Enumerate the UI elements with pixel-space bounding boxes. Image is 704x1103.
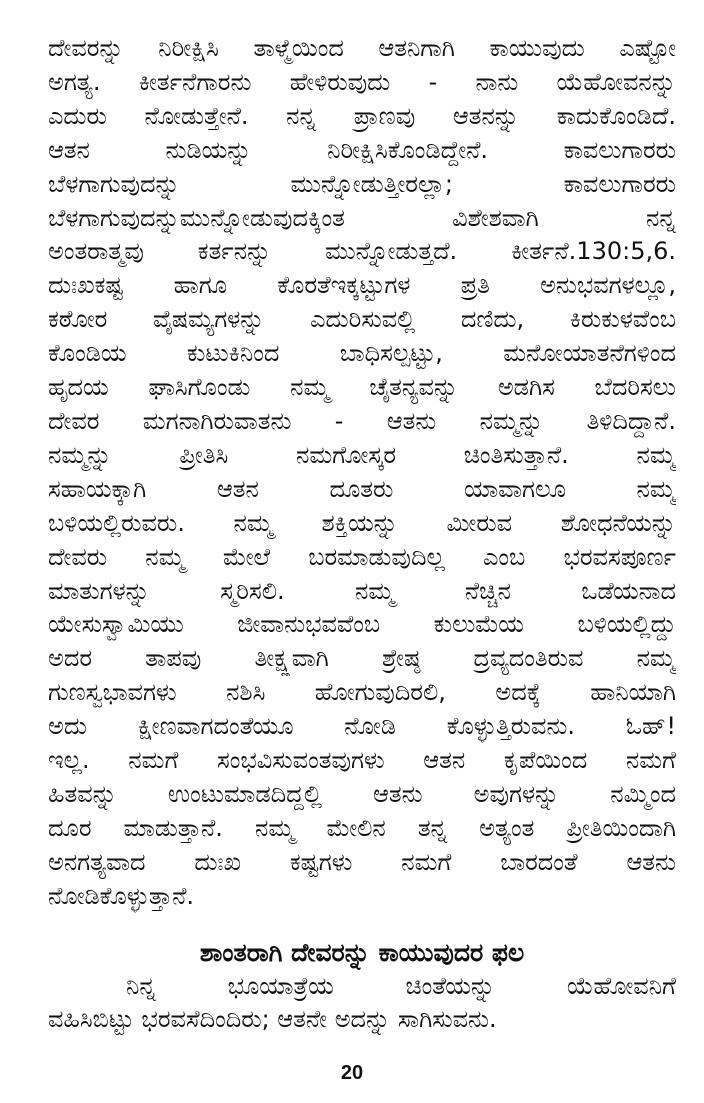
text-line: ಗುಣಸ್ವಭಾವಗಳು ನಶಿಸಿ ಹೋಗುವುದಿರಲಿ, ಅದಕ್ಕೆ ಹಾನಿಯಾಗಿ: [48, 678, 676, 707]
text-line: ಅದರ ತಾಪವು ತೀಕ್ಷ್ಣವಾಗಿ ಶ್ರೇಷ್ಠ ದ್ರವ್ಯದಂತಿರುವ ನಮ್ಮ: [48, 644, 676, 673]
section-heading: ಶಾಂತರಾಗಿ ದೇವರನ್ನು ಕಾಯುವುದರ ಫಲ: [199, 937, 525, 967]
body-paragraph-1: [48, 32, 676, 914]
text-line: ಸಹಾಯಕ್ಕಾಗಿ ಆತನ ದೂತರು ಯಾವಾಗಲೂ ನಮ್ಮ: [48, 474, 676, 503]
text-line: ದೂರ ಮಾಡುತ್ತಾನೆ. ನಮ್ಮ ಮೇಲಿನ ತನ್ನ ಅತ್ಯಂತ ಪ್ರೀತಿಯಿಂದಾಗಿ: [48, 813, 676, 842]
page-number: 20: [340, 1062, 364, 1084]
text-line: ದೇವರ ಮಗನಾಗಿರುವಾತನು - ಆತನು ನಮ್ಮನ್ನು ತಿಳಿದಿದ್ದಾನೆ.: [48, 406, 676, 435]
page-content: [48, 32, 676, 1037]
text-line: ಅಗತ್ಯ. ಕೀರ್ತನೆಗಾರನು ಹೇಳಿರುವುದು - ನಾನು ಯೆಹೋವನನ್ನು: [48, 67, 676, 96]
text-line: ಎದುರು ನೋಡುತ್ತೇನೆ. ನನ್ನ ಪ್ರಾಣವು ಆತನನ್ನು ಕಾದುಕೊಂಡಿದೆ.: [48, 101, 676, 130]
text-line: ದುಃಖಕಷ್ಟ ಹಾಗೂ ಕೊರತೆಇಕ್ಕಟ್ಟುಗಳ ಪ್ರತಿ ಅನುಭವಗಳಲ್ಲೂ,: [48, 271, 676, 300]
text-line: ದೇವರು ನಮ್ಮ ಮೇಲೆ ಬರಮಾಡುವುದಿಲ್ಲ ಎಂಬ ಭರವಸಪೂರ್ಣ: [48, 542, 676, 571]
text-line: ಅನಗತ್ಯವಾದ ದುಃಖ ಕಷ್ಟಗಳು ನಮಗೆ ಬಾರದಂತೆ ಆತನು: [48, 847, 676, 876]
text-line: ಆತನ ನುಡಿಯನ್ನು ನಿರೀಕ್ಷಿಸಿಕೊಂಡಿದ್ದೇನೆ. ಕಾವಲುಗಾರರು: [48, 135, 676, 164]
text-line: ಹೃದಯ ಘಾಸಿಗೊಂಡು ನಮ್ಮ ಚೈತನ್ಯವನ್ನು ಅಡಗಿಸ ಬೆದರಿಸಲು: [48, 373, 676, 402]
text-line: ಇಲ್ಲ. ನಮಗೆ ಸಂಭವಿಸುವಂತವುಗಳು ಆತನ ಕೃಪೆಯಿಂದ ನಮಗೆ: [48, 746, 676, 775]
text-line: ದೇವರನ್ನು ನಿರೀಕ್ಷಿಸಿ ತಾಳ್ಮೆಯಿಂದ ಆತನಿಗಾಗಿ ಕಾಯುವುದು ಎಷ್ಟೋ: [48, 34, 676, 62]
text-line: ನಿನ್ನ ಭೂಯಾತ್ರೆಯ ಚಿಂತೆಯನ್ನು ಯೆಹೋವನಿಗೆ: [126, 971, 676, 1000]
text-line: ಬೆಳಗಾಗುವುದನ್ನು ಮುನ್ನೋಡುತ್ತೀರಲ್ಲಾ; ಕಾವಲುಗಾರರು: [48, 169, 676, 198]
text-line: ಬೆಳಗಾಗುವುದನ್ನುಮುನ್ನೋಡುವುದಕ್ಕಿಂತ ವಿಶೇಶವಾಗಿ ನನ್ನ: [48, 203, 676, 232]
text-line: ಅದು ಕ್ಷೀಣವಾಗದಂತೆಯೂ ನೋಡಿ ಕೊಳ್ಳುತ್ತಿರುವನು. ಓಹ್!: [48, 712, 676, 741]
text-line: ಬಳಿಯಲ್ಲಿರುವರು. ನಮ್ಮ ಶಕ್ತಿಯನ್ನು ಮೀರುವ ಶೋಧನೆಯನ್ನು: [48, 508, 676, 537]
text-line: ವಹಿಸಿಬಿಟ್ಟು ಭರವಸೆದಿಂದಿರು; ಆತನೇ ಅದನ್ನು ಸಾಗಿಸುವನು.: [48, 1005, 497, 1034]
text-line: ನೋಡಿಕೊಳ್ಳುತ್ತಾನೆ.: [48, 881, 195, 910]
text-line: ಹಿತವನ್ನು ಉಂಟುಮಾಡದಿದ್ದಲ್ಲಿ ಆತನು ಅವುಗಳನ್ನು ನಮ್ಮಿಂದ: [48, 779, 676, 808]
text-line: ಯೇಸುಸ್ವಾಮಿಯು ಜೀವಾನುಭವವೆಂಬ ಕುಲುಮೆಯ ಬಳಿಯಲ್ಲಿದ್ದು: [48, 610, 676, 639]
text-line: ನಮ್ಮನ್ನು ಪ್ರೀತಿಸಿ ನಮಗೋಸ್ಕರ ಚಿಂತಿಸುತ್ತಾನೆ. ನಮ್ಮ: [48, 440, 676, 469]
text-line: ಕಠೋರ ವೈಷಮ್ಯಗಳನ್ನು ಎದುರಿಸುವಲ್ಲಿ ದಣಿದು, ಕಿರುಕುಳವೆಂಬ: [48, 305, 676, 334]
body-paragraph-2: [48, 970, 676, 1038]
text-line: ಅಂತರಾತ್ಮವು ಕರ್ತನನ್ನು ಮುನ್ನೋಡುತ್ತದೆ. ಕೀರ್ತನೆ.130:5,6.: [48, 237, 676, 266]
text-line: ಮಾತುಗಳನ್ನು ಸ್ಮರಿಸಲಿ. ನಮ್ಮ ನೆಚ್ಚಿನ ಒಡೆಯನಾದ: [48, 576, 676, 605]
text-line: ಕೊಂಡಿಯ ಕುಟುಕಿನಿಂದ ಬಾಧಿಸಲ್ಪಟ್ಟು, ಮನೋಯಾತನೆಗಳಿಂದ: [48, 339, 676, 368]
